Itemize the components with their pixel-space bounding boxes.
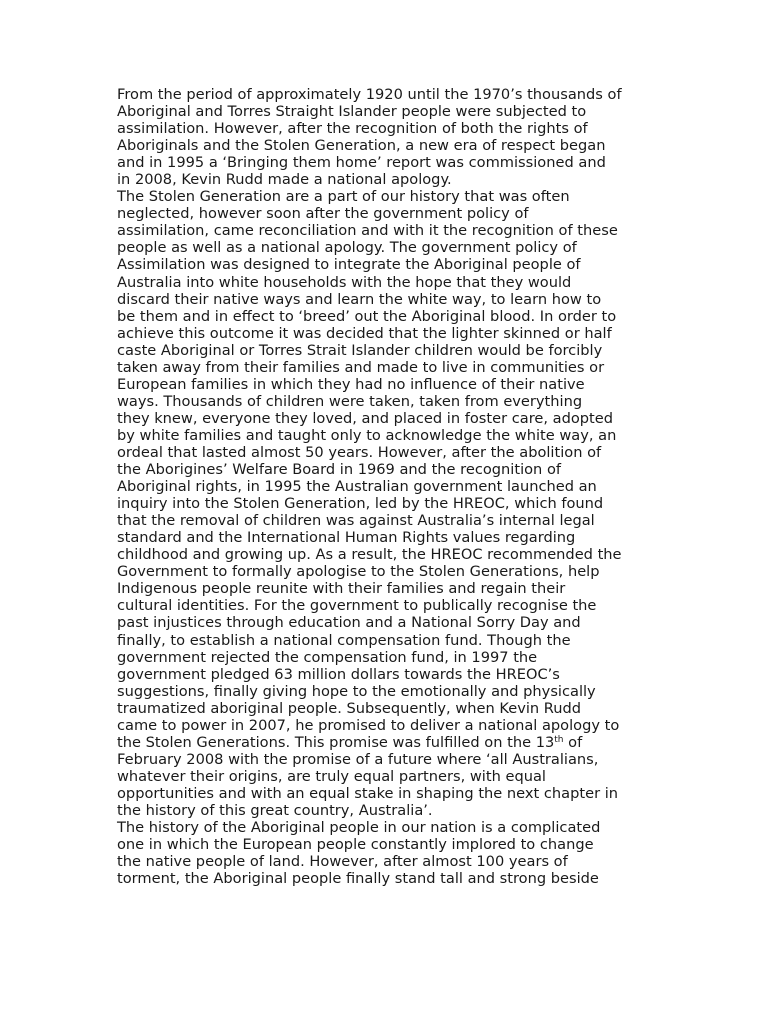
text-line: that the removal of children was against Australia’s internal legal — [117, 512, 595, 530]
text-line: assimilation. However, after the recognition of both the rights of — [117, 120, 588, 138]
text-fragment: the Stolen Generations. This promise was fulfilled on the 13 — [117, 733, 555, 751]
text-line: caste Aboriginal or Torres Strait Islander children would be forcibly — [117, 341, 603, 359]
text-line: Aboriginals and the Stolen Generation, a new era of respect began — [117, 137, 606, 155]
text-line: The history of the Aboriginal people in our nation is a complicated — [117, 819, 601, 837]
text-line: Australia into white households with the hope that they would — [117, 273, 572, 291]
text-line: childhood and growing up. As a result, the HREOC recommended the — [117, 546, 622, 564]
text-line: one in which the European people constantly implored to change — [117, 836, 594, 854]
text-line: Assimilation was designed to integrate the Aboriginal people of — [117, 256, 581, 274]
text-line: neglected, however soon after the government policy of — [117, 205, 529, 223]
text-line: cultural identities. For the government to publically recognise the — [117, 597, 597, 615]
text-line: torment, the Aboriginal people finally stand tall and strong beside — [117, 870, 599, 888]
text-line: inquiry into the Stolen Generation, led by the HREOC, which found — [117, 495, 604, 513]
text-line: opportunities and with an equal stake in shaping the next chapter in — [117, 784, 619, 802]
paragraph-body — [117, 188, 657, 819]
text-line: taken away from their families and made to live in communities or — [117, 358, 605, 376]
text-line: traumatized aboriginal people. Subsequently, when Kevin Rudd — [117, 699, 582, 717]
text-line: Government to formally apologise to the Stolen Generations, help — [117, 563, 600, 581]
paragraph-conclusion — [117, 819, 657, 887]
text-line: standard and the International Human Rights values regarding — [117, 529, 576, 547]
text-line-with-superscript — [117, 734, 657, 751]
text-line: be them and in effect to ‘breed’ out the Aboriginal blood. In order to — [117, 307, 617, 325]
text-line: government pledged 63 million dollars towards the HREOC’s — [117, 665, 560, 683]
text-line: achieve this outcome it was decided that the lighter skinned or half — [117, 324, 612, 342]
text-line: The Stolen Generation are a part of our history that was often — [117, 188, 570, 206]
text-line: Indigenous people reunite with their families and regain their — [117, 580, 566, 598]
text-line: in 2008, Kevin Rudd made a national apology. — [117, 171, 452, 189]
text-line: and in 1995 a ‘Bringing them home’ report was commissioned and — [117, 154, 606, 172]
text-line: the Aborigines’ Welfare Board in 1969 and the recognition of — [117, 461, 562, 479]
text-fragment: of — [563, 733, 583, 751]
text-line: by white families and taught only to acknowledge the white way, an — [117, 426, 617, 444]
text-line: came to power in 2007, he promised to deliver a national apology to — [117, 716, 620, 734]
ordinal-superscript: th — [554, 734, 564, 745]
text-line: suggestions, finally giving hope to the emotionally and physically — [117, 682, 596, 700]
text-line: people as well as a national apology. The government policy of — [117, 239, 577, 257]
text-line: the history of this great country, Australia’. — [117, 801, 433, 819]
text-line: discard their native ways and learn the white way, to learn how to — [117, 290, 602, 308]
text-line: European families in which they had no influence of their native — [117, 375, 585, 393]
text-line: Aboriginal rights, in 1995 the Australian government launched an — [117, 478, 597, 496]
text-line: From the period of approximately 1920 until the 1970’s thousands of — [117, 86, 622, 103]
text-line: assimilation, came reconciliation and with it the recognition of these — [117, 222, 618, 240]
body-text — [117, 86, 657, 887]
text-line: ordeal that lasted almost 50 years. However, after the abolition of — [117, 443, 602, 461]
text-line: past injustices through education and a National Sorry Day and — [117, 614, 581, 632]
text-line: February 2008 with the promise of a future where ‘all Australians, — [117, 750, 599, 768]
text-line: finally, to establish a national compensation fund. Though the — [117, 631, 571, 649]
text-line: Aboriginal and Torres Straight Islander people were subjected to — [117, 103, 587, 121]
paragraph-intro — [117, 86, 657, 188]
text-line: the native people of land. However, after almost 100 years of — [117, 853, 568, 871]
text-line: government rejected the compensation fund, in 1997 the — [117, 648, 538, 666]
text-line: they knew, everyone they loved, and placed in foster care, adopted — [117, 409, 613, 427]
text-line: whatever their origins, are truly equal partners, with equal — [117, 767, 546, 785]
text-line: ways. Thousands of children were taken, taken from everything — [117, 392, 583, 410]
